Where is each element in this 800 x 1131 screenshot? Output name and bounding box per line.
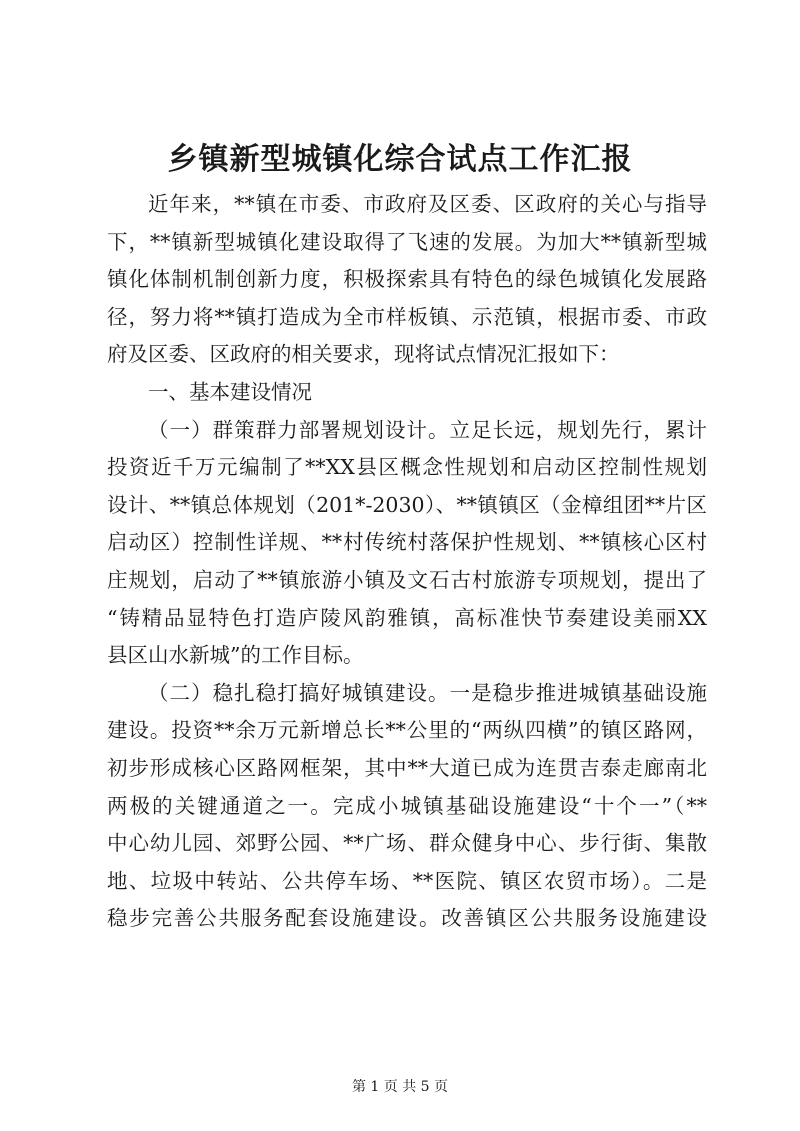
text-line: 初步形成核心区路网框架，其中**大道已成为连贯吉泰走廊南北 xyxy=(107,755,707,780)
text-line: （一）群策群力部署规划设计。立足长远，规划先行，累计 xyxy=(148,417,707,442)
text-line: “铸精品显特色打造庐陵风韵雅镇，高标准快节奏建设美丽XX xyxy=(107,605,707,630)
text-line: 投资近千万元编制了**XX县区概念性规划和启动区控制性规划 xyxy=(107,455,707,480)
text-line: 稳步完善公共服务配套设施建设。改善镇区公共服务设施建设 xyxy=(107,906,707,931)
text-line: 地、垃圾中转站、公共停车场、**医院、镇区农贸市场）。二是 xyxy=(107,868,707,893)
page-footer: 第 1 页 共 5 页 xyxy=(351,1079,449,1095)
document-body xyxy=(107,186,707,938)
text-line: 中心幼儿园、郊野公园、**广场、群众健身中心、步行街、集散 xyxy=(107,831,707,856)
text-line: 启动区）控制性详规、**村传统村落保护性规划、**镇核心区村 xyxy=(107,530,707,555)
text-line: 镇化体制机制创新力度，积极探索具有特色的绿色城镇化发展路 xyxy=(107,267,707,292)
text-line: 县区山水新城”的工作目标。 xyxy=(107,643,364,668)
document-title: 乡镇新型城镇化综合试点工作汇报 xyxy=(167,142,633,177)
text-line: 建设。投资**余万元新增总长**公里的“两纵四横”的镇区路网， xyxy=(107,718,707,743)
text-line: 径，努力将**镇打造成为全市样板镇、示范镇，根据市委、市政 xyxy=(107,304,707,329)
text-line: 庄规划，启动了**镇旅游小镇及文石古村旅游专项规划，提出了 xyxy=(107,567,707,592)
text-line: 近年来，**镇在市委、市政府及区委、区政府的关心与指导 xyxy=(148,192,707,216)
text-line: 两极的关键通道之一。完成小城镇基础设施建设“十个一”（** xyxy=(107,793,707,818)
text-line: （二）稳扎稳打搞好城镇建设。一是稳步推进城镇基础设施 xyxy=(148,680,707,705)
text-line: 一、基本建设情况 xyxy=(148,379,312,404)
text-line: 设计、**镇总体规划（201*-2030）、**镇镇区（金樟组团**片区 xyxy=(107,492,707,517)
text-line: 府及区委、区政府的相关要求，现将试点情况汇报如下： xyxy=(107,342,620,367)
text-line: 下，**镇新型城镇化建设取得了飞速的发展。为加大**镇新型城 xyxy=(107,229,707,254)
